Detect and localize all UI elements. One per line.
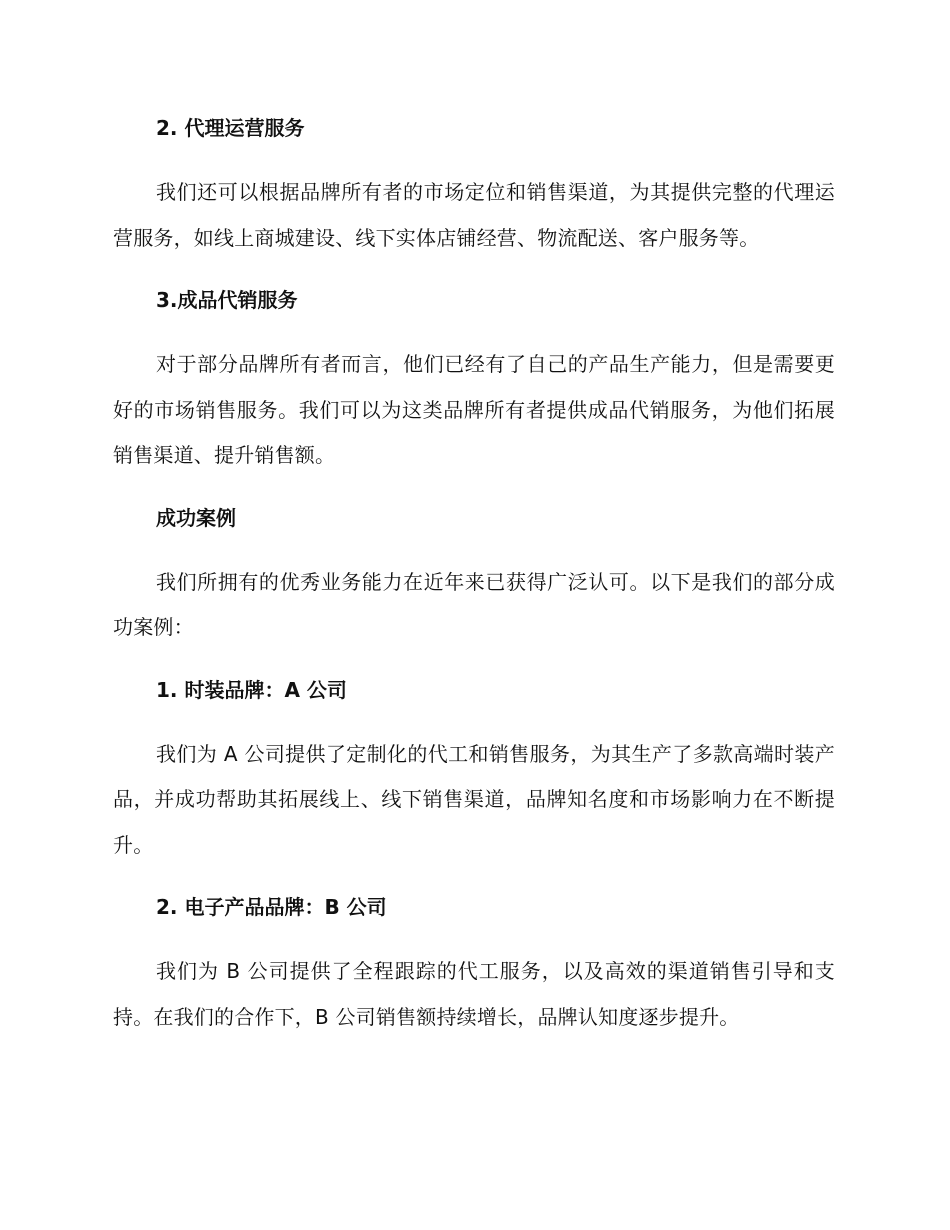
case-heading-fashion-brand: 1. 时装品牌：A 公司 bbox=[156, 677, 347, 702]
case-paragraph-electronics-brand: 我们为 B 公司提供了全程跟踪的代工服务，以及高效的渠道销售引导和支持。在我们的合作下，B 公司销售额持续增长，品牌认知度逐步提升。 bbox=[113, 959, 835, 1029]
section-heading-success-cases: 成功案例 bbox=[156, 505, 236, 530]
section-heading-agency-operation: 2. 代理运营服务 bbox=[156, 116, 305, 140]
section-paragraph-consignment: 对于部分品牌所有者而言，他们已经有了自己的产品生产能力，但是需要更好的市场销售服务。我们可以为这类品牌所有者提供成品代销服务，为他们拓展销售渠道、提升销售额。 bbox=[113, 352, 835, 467]
section-heading-consignment: 3.成品代销服务 bbox=[156, 288, 298, 312]
case-paragraph-fashion-brand: 我们为 A 公司提供了定制化的代工和销售服务，为其生产了多款高端时装产品，并成功帮助其拓展线上、线下销售渠道，品牌知名度和市场影响力在不断提升。 bbox=[113, 741, 835, 857]
document-body bbox=[113, 110, 835, 1040]
section-paragraph-agency-operation: 我们还可以根据品牌所有者的市场定位和销售渠道，为其提供完整的代理运营服务，如线上商城建设、线下实体店铺经营、物流配送、客户服务等。 bbox=[113, 180, 835, 250]
case-heading-electronics-brand: 2. 电子产品品牌：B 公司 bbox=[156, 895, 387, 919]
section-paragraph-success-cases: 我们所拥有的优秀业务能力在近年来已获得广泛认可。以下是我们的部分成功案例： bbox=[113, 569, 835, 639]
